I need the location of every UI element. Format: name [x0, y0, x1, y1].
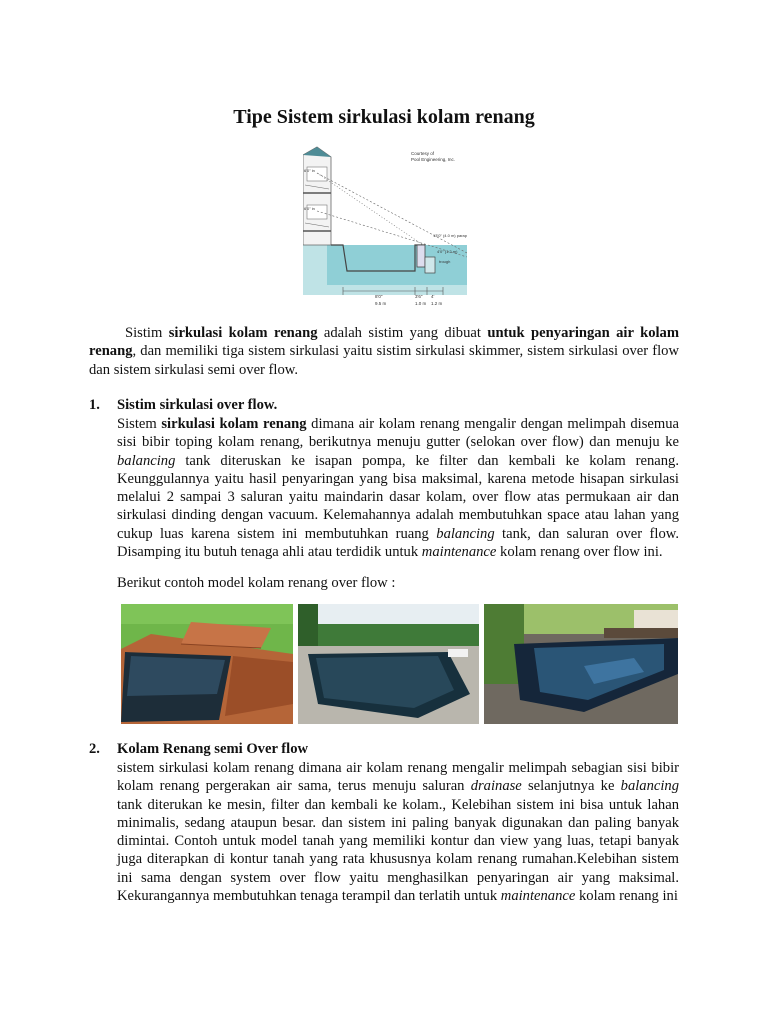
- sub-right-label: 1.2 m: [431, 301, 443, 306]
- page-title: Tipe Sistem sirkulasi kolam renang: [233, 106, 535, 128]
- floor-upper-label: 6'0" in: [304, 168, 315, 173]
- section-2-body: sistem sirkulasi kolam renang dimana air kolam renang mengalir melimpah sebagian sisi bibir kolam renang pergerakan air sama, terus menuju saluran drainase selanjutnya ke balancing tank diterukan ke mesin, filter dan kembali ke kolam., Kelebihan sistem ini bisa untuk lahan minimalis, sedang ataupun besar. dan sistem ini paling banyak digunakan dan paling banyak dimintai. Contoh untuk model tanah yang memiliki kontur dan view yang luas, tetapi banyak juga diterapkan di kontur tanah yang rata khususnya kolam renang rumahan.Kelebihan sistem ini sama dengan system over flow yaitu menghasilkan penyaringan air yang maksimal. Kekurangannya membutuhkan tenaga terampil dan terlatih untuk maintenance kolam renang ini: [117, 760, 680, 905]
- sub-left-label: 9.5 m: [375, 301, 387, 306]
- sub-mid-label: 1.0 m: [415, 301, 427, 306]
- section-2-heading: 2. Kolam Renang semi Over flow: [89, 741, 309, 757]
- dim-left-label: 8'0": [375, 294, 383, 299]
- floor-lower-label: 6'0" in: [304, 206, 315, 211]
- intro-paragraph: Sistim sirkulasi kolam renang adalah sistim yang dibuat untuk penyaringan air kolam renang, dan memiliki tiga sistem sirkulasi yaitu sistim sirkulasi skimmer, sistem sirkulasi over flow dan sistem sirkulasi semi over flow.: [89, 325, 680, 378]
- slope-label: 13'0" (4.0 m) parapet: [433, 233, 467, 238]
- credit-line-2: Pool Engineering, Inc.: [411, 157, 456, 162]
- dim-mid-label: 3'6": [415, 294, 423, 299]
- pool-photo-1: [121, 604, 293, 724]
- pool-section-diagram: [303, 145, 467, 313]
- pool-photo-2: [298, 604, 479, 724]
- diagram-figure: [303, 145, 467, 313]
- section-1-heading: 1. Sistim sirkulasi over flow.: [89, 397, 278, 413]
- trough-label: trough: [439, 259, 451, 264]
- credit-line-1: Courtesy of: [411, 151, 435, 156]
- wall-label: 4'0" (1.2 m): [437, 249, 458, 254]
- dim-right-label: 4': [431, 294, 435, 299]
- section-1-body: Sistem sirkulasi kolam renang dimana air kolam renang mengalir dengan melimpah disemua sisi bibir toping kolam renang, berikutnya menuju gutter (selokan over flow) dan menuju ke balancing tank diteruskan ke isapan pompa, ke filter dan kembali ke kolam renang. Keunggulannya yaitu hasil penyaringan yang bisa maksimal, karena metode hisapan sirkulasi melalui 2 sampai 3 saluran yaitu maindarin dasar kolam, over flow atas permukaan air dan sirkulasi dinding dengan vacuum. Kelemahannya adalah membutuhkan space atau lahan yang cukup luas karena sistem ini membutuhkan ruang balancing tank, dan saluran over flow. Disamping itu butuh tenaga ahli atau terdidik untuk maintenance kolam renang over flow ini.: [117, 416, 680, 561]
- pool-photo-3: [484, 604, 678, 724]
- examples-caption: Berikut contoh model kolam renang over flow :: [117, 575, 396, 591]
